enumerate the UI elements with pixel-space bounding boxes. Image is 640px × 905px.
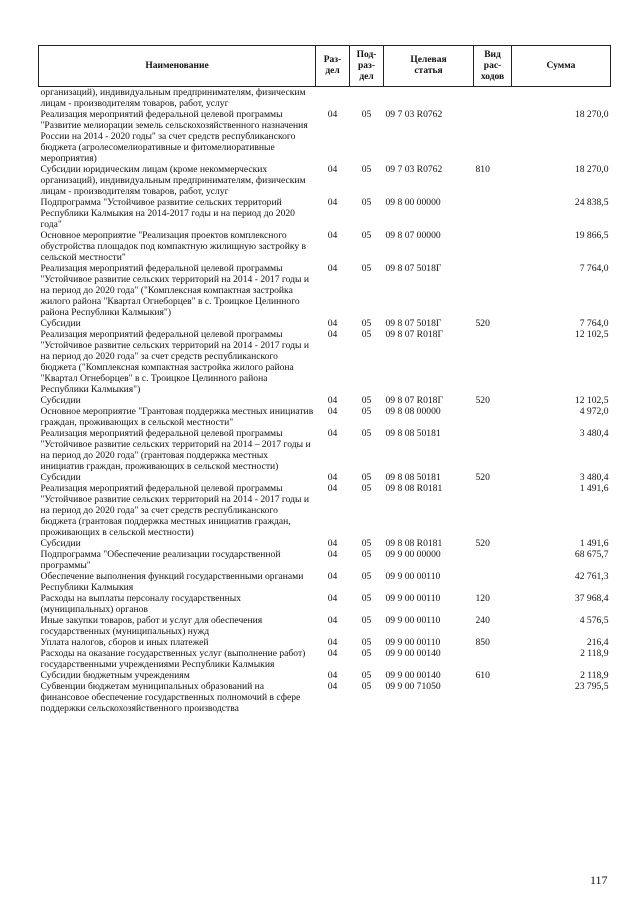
cell-name: Субсидии <box>40 538 81 549</box>
table-row <box>39 648 611 670</box>
cell-razdel: 04 <box>327 406 338 417</box>
table-header <box>39 46 611 87</box>
table-row <box>39 472 611 483</box>
cell-expense-type: 850 <box>475 637 490 648</box>
cell-expense-type <box>474 428 512 472</box>
table-row <box>39 395 611 406</box>
cell-razdel: 04 <box>327 571 338 582</box>
table-row <box>39 329 611 395</box>
cell-target-article: 09 9 00 00110 <box>385 615 441 626</box>
cell-podrazdel <box>350 87 384 110</box>
cell-target-article <box>384 87 474 110</box>
cell-expense-type: 810 <box>475 164 490 175</box>
cell-podrazdel: 05 <box>361 648 372 659</box>
budget-table <box>38 45 611 714</box>
cell-name: Расходы на выплаты персоналу государственных (муниципальных) органов <box>40 593 242 615</box>
cell-name: Субвенции бюджетам муниципальных образований на финансовое обеспечение государственных полномочий в сфере поддержки сельскохозяйственного производства <box>40 681 301 714</box>
cell-razdel: 04 <box>327 164 338 175</box>
cell-sum: 7 764,0 <box>579 263 609 274</box>
cell-razdel: 04 <box>327 637 338 648</box>
table-row <box>39 263 611 318</box>
cell-expense-type: 610 <box>475 670 490 681</box>
cell-podrazdel: 05 <box>361 593 372 604</box>
cell-expense-type <box>474 648 512 670</box>
table-row <box>39 164 611 197</box>
cell-razdel: 04 <box>327 593 338 604</box>
cell-name: Субсидии юридическим лицам (кроме некоммерческих организаций), индивидуальным предпринимателям, физическим лицам - производителям товаров, работ, услуг <box>40 164 306 197</box>
cell-name: Обеспечение выполнения функций государственными органами Республики Калмыкия <box>40 571 304 593</box>
cell-target-article: 09 8 07 R018Г <box>385 329 444 340</box>
cell-expense-type: 240 <box>475 615 490 626</box>
page-number: 117 <box>590 873 608 887</box>
cell-expense-type <box>474 549 512 571</box>
cell-sum: 23 795,5 <box>574 681 609 692</box>
cell-sum: 12 102,5 <box>574 395 609 406</box>
header-target-article: Целевая статья <box>384 46 474 87</box>
table-row <box>39 571 611 593</box>
cell-name: Подпрограмма "Обеспечение реализации государственной программы" <box>40 549 281 571</box>
cell-sum: 24 838,5 <box>574 197 609 208</box>
cell-name: Основное мероприятие "Реализация проектов комплексного обустройства площадок под компактную жилищную застройку в сельской местности" <box>40 230 307 263</box>
table-row <box>39 615 611 637</box>
cell-podrazdel: 05 <box>361 538 372 549</box>
cell-podrazdel: 05 <box>361 197 372 208</box>
cell-razdel: 04 <box>327 197 338 208</box>
cell-razdel: 04 <box>327 395 338 406</box>
cell-razdel: 04 <box>327 615 338 626</box>
cell-expense-type <box>474 109 512 164</box>
cell-target-article: 09 8 08 50181 <box>385 472 441 483</box>
table-row <box>39 318 611 329</box>
cell-sum: 19 866,5 <box>574 230 609 241</box>
cell-podrazdel: 05 <box>361 428 372 439</box>
cell-sum: 4 972,0 <box>579 406 609 417</box>
cell-razdel: 04 <box>327 230 338 241</box>
cell-sum: 68 675,7 <box>574 549 609 560</box>
cell-target-article: 09 9 00 00110 <box>385 571 441 582</box>
cell-target-article: 09 8 07 5018Г <box>385 318 442 329</box>
cell-name: Реализация мероприятий федеральной целевой программы "Устойчивое развитие сельских территорий на 2014 – 2017 годы и на период до 2020 года" (грантовая поддержка местных инициатив граждан, проживающих в сельской местности) <box>40 428 311 472</box>
cell-name: Уплата налогов, сборов и иных платежей <box>40 637 209 648</box>
cell-expense-type: 520 <box>475 395 490 406</box>
table-row <box>39 197 611 230</box>
cell-target-article: 09 8 08 R0181 <box>385 538 443 549</box>
cell-expense-type <box>474 197 512 230</box>
cell-expense-type: 120 <box>475 593 490 604</box>
cell-podrazdel: 05 <box>361 472 372 483</box>
cell-podrazdel: 05 <box>361 670 372 681</box>
cell-sum: 2 118,9 <box>580 648 609 659</box>
cell-podrazdel: 05 <box>361 637 372 648</box>
cell-target-article: 09 7 03 R0762 <box>385 109 443 120</box>
table-row <box>39 230 611 263</box>
cell-expense-type <box>474 230 512 263</box>
cell-podrazdel: 05 <box>361 571 372 582</box>
cell-target-article: 09 9 00 00140 <box>385 670 441 681</box>
cell-target-article: 09 8 08 00000 <box>385 406 441 417</box>
cell-expense-type: 520 <box>475 318 490 329</box>
cell-target-article: 09 8 08 50181 <box>385 428 441 439</box>
cell-target-article: 09 8 07 5018Г <box>385 263 442 274</box>
cell-podrazdel: 05 <box>361 406 372 417</box>
table-row <box>39 593 611 615</box>
header-sum: Сумма <box>512 46 611 87</box>
cell-sum: 1 491,6 <box>579 538 609 549</box>
cell-sum: 7 764,0 <box>579 318 609 329</box>
cell-podrazdel: 05 <box>361 681 372 692</box>
table-row <box>39 681 611 714</box>
cell-sum: 1 491,6 <box>579 483 609 494</box>
cell-razdel <box>316 87 350 110</box>
cell-expense-type <box>474 87 512 110</box>
cell-podrazdel: 05 <box>361 615 372 626</box>
cell-razdel: 04 <box>327 648 338 659</box>
cell-sum: 42 761,3 <box>574 571 609 582</box>
cell-name: организаций), индивидуальным предпринимателям, физическим лицам - производителям товаров, работ, услуг <box>40 87 306 109</box>
cell-target-article: 09 9 00 00110 <box>385 637 441 648</box>
cell-razdel: 04 <box>327 109 338 120</box>
cell-podrazdel: 05 <box>361 164 372 175</box>
cell-razdel: 04 <box>327 263 338 274</box>
cell-razdel: 04 <box>327 681 338 692</box>
cell-expense-type <box>474 483 512 538</box>
cell-razdel: 04 <box>327 428 338 439</box>
cell-target-article: 09 7 03 R0762 <box>385 164 443 175</box>
cell-razdel: 04 <box>327 329 338 340</box>
cell-name: Субсидии бюджетным учреждениям <box>40 670 190 681</box>
cell-expense-type: 520 <box>475 538 490 549</box>
cell-podrazdel: 05 <box>361 318 372 329</box>
header-razdel: Раз- дел <box>316 46 350 87</box>
header-podrazdel: Под- раз- дел <box>350 46 384 87</box>
cell-target-article: 09 9 00 00110 <box>385 593 441 604</box>
cell-sum: 12 102,5 <box>574 329 609 340</box>
cell-expense-type <box>474 263 512 318</box>
cell-sum: 2 118,9 <box>580 670 609 681</box>
cell-podrazdel: 05 <box>361 549 372 560</box>
table-row <box>39 87 611 110</box>
cell-podrazdel: 05 <box>361 230 372 241</box>
cell-sum: 18 270,0 <box>574 109 609 120</box>
cell-name: Реализация мероприятий федеральной целевой программы "Развитие мелиорации земель сельскохозяйственного назначения России на 2014 - 2020 годы" за счет средств республиканского бюджета (агролесомелиоративные и фитомелиоративные мероприятия) <box>40 109 308 164</box>
cell-sum: 4 576,5 <box>579 615 609 626</box>
table-row <box>39 637 611 648</box>
table-row <box>39 428 611 472</box>
cell-podrazdel: 05 <box>361 483 372 494</box>
table-row <box>39 538 611 549</box>
cell-name: Реализация мероприятий федеральной целевой программы "Устойчивое развитие сельских территорий на 2014 - 2017 годы и на период до 2020 года" за счет средств республиканского бюджета (грантовая поддержка местных инициатив граждан, проживающих в сельской местности) <box>40 483 309 538</box>
cell-expense-type: 520 <box>475 472 490 483</box>
cell-expense-type <box>474 329 512 395</box>
cell-podrazdel: 05 <box>361 395 372 406</box>
cell-name: Субсидии <box>40 318 81 329</box>
table-row <box>39 406 611 428</box>
table-body <box>39 87 611 715</box>
cell-name: Субсидии <box>40 395 81 406</box>
cell-name: Подпрограмма "Устойчивое развитие сельских территорий Республики Калмыкия на 2014-2017 годы и на период до 2020 года" <box>40 197 295 230</box>
table-row <box>39 109 611 164</box>
cell-target-article: 09 9 00 71050 <box>385 681 441 692</box>
cell-podrazdel: 05 <box>361 263 372 274</box>
cell-razdel: 04 <box>327 483 338 494</box>
cell-razdel: 04 <box>327 670 338 681</box>
cell-razdel: 04 <box>327 318 338 329</box>
cell-expense-type <box>474 571 512 593</box>
table-row <box>39 670 611 681</box>
cell-razdel: 04 <box>327 472 338 483</box>
cell-sum: 18 270,0 <box>574 164 609 175</box>
cell-target-article: 09 8 07 R018Г <box>385 395 444 406</box>
cell-podrazdel: 05 <box>361 109 372 120</box>
cell-name: Расходы на оказание государственных услуг (выполнение работ) государственными учреждениями Республики Калмыкия <box>40 648 306 670</box>
cell-sum: 37 968,4 <box>574 593 609 604</box>
cell-target-article: 09 8 08 R0181 <box>385 483 443 494</box>
cell-target-article: 09 8 00 00000 <box>385 197 441 208</box>
cell-target-article: 09 9 00 00140 <box>385 648 441 659</box>
cell-razdel: 04 <box>327 549 338 560</box>
table-row <box>39 483 611 538</box>
cell-expense-type <box>474 406 512 428</box>
cell-sum <box>512 87 611 110</box>
cell-sum: 216,4 <box>586 637 609 648</box>
cell-name: Реализация мероприятий федеральной целевой программы "Устойчивое развитие сельских территорий на 2014 - 2017 годы и на период до 2020 года" ("Комплексная компактная застройка жилого района "Квартал Огнеборцев" в с. Троицкое Целинного района Республики Калмыкия") <box>40 263 309 318</box>
cell-sum: 3 480,4 <box>579 428 609 439</box>
cell-target-article: 09 8 07 00000 <box>385 230 441 241</box>
cell-sum: 3 480,4 <box>579 472 609 483</box>
cell-expense-type <box>474 681 512 714</box>
cell-name: Основное мероприятие "Грантовая поддержка местных инициатив граждан, проживающих в сельской местности" <box>40 406 314 428</box>
cell-name: Реализация мероприятий федеральной целевой программы "Устойчивое развитие сельских территорий на 2014 - 2017 годы и на период до 2020 года" за счет средств республиканского бюджета ("Комплексная компактная застройка жилого района "Квартал Огнеборцев" в с. Троицкое Целинного района Республики Калмыкия") <box>40 329 309 395</box>
cell-name: Субсидии <box>40 472 81 483</box>
cell-razdel: 04 <box>327 538 338 549</box>
header-expense-type: Вид рас- ходов <box>474 46 512 87</box>
cell-name: Иные закупки товаров, работ и услуг для обеспечения государственных (муниципальных) нужд <box>40 615 263 637</box>
header-name: Наименование <box>39 46 316 87</box>
table-row <box>39 549 611 571</box>
cell-podrazdel: 05 <box>361 329 372 340</box>
cell-target-article: 09 9 00 00000 <box>385 549 441 560</box>
